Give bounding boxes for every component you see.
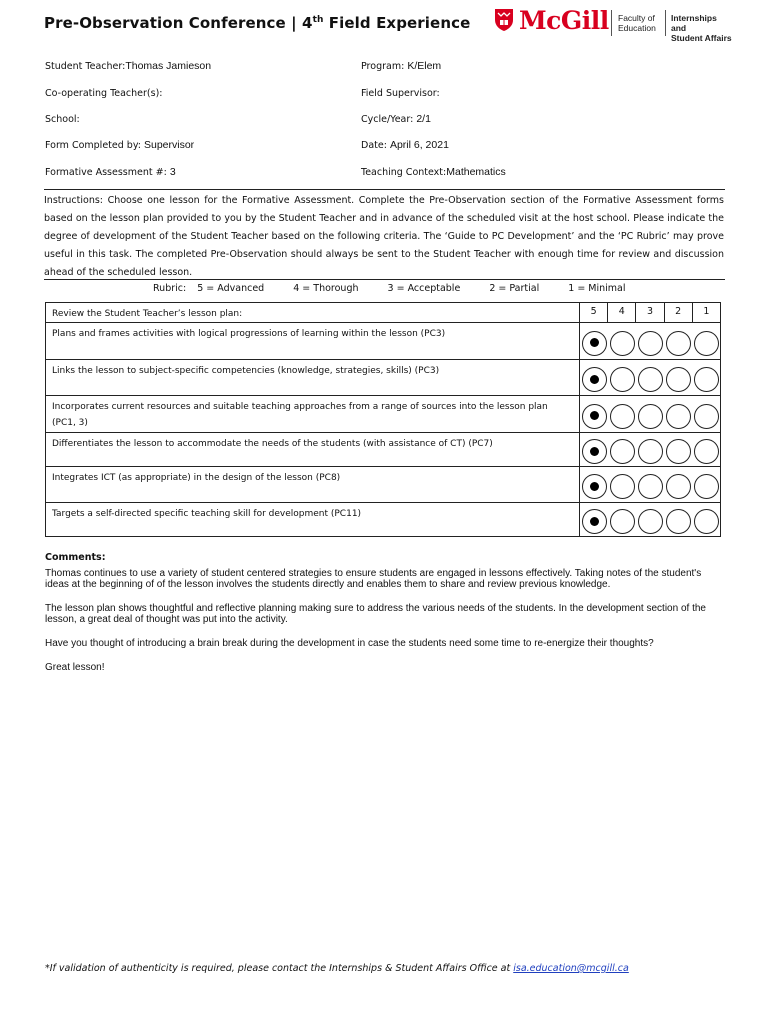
selected-dot-icon — [590, 517, 599, 526]
rating-radio-2[interactable] — [666, 404, 691, 429]
rating-options — [580, 503, 720, 536]
instructions-text: Instructions: Choose one lesson for the Formative Assessment. Complete the Pre-Observation section of the Formative Assessment forms based on the lesson plan provided to you by the Student Teacher and in advance of the scheduled visit at the host school. Please indicate the degree of development of the Student Teacher based on the following criteria. The ‘Guide to PC Development’ and the ‘PC Rubric’ may prove useful in this task. The completed Pre-Observation should always be sent to the Student Teacher with enough time for review and discussion ahead of the scheduled lesson. — [44, 195, 724, 278]
footer-note: *If validation of authenticity is required, please contact the Internships & Student Affairs Office at isa.education@mcgill.ca — [45, 963, 629, 974]
table-row — [46, 503, 721, 537]
rating-radio-3[interactable] — [638, 404, 663, 429]
rating-radio-2[interactable] — [666, 474, 691, 499]
table-row — [46, 323, 721, 360]
rating-options — [580, 323, 720, 359]
rating-radio-1[interactable] — [694, 331, 719, 356]
field-student-teacher: Student Teacher:Thomas Jamieson — [45, 60, 212, 72]
criterion-text: Links the lesson to subject-specific competencies (knowledge, strategies, skills) (PC3) — [46, 360, 580, 396]
rating-radio-1[interactable] — [694, 439, 719, 464]
rating-cell — [580, 360, 721, 396]
rating-cell — [580, 433, 721, 467]
rating-radio-1[interactable] — [694, 509, 719, 534]
logo-faculty: Faculty of Education — [618, 13, 656, 33]
criterion-text: Plans and frames activities with logical progressions of learning within the lesson (PC3) — [46, 323, 580, 360]
rubric-level: 3 = Acceptable — [387, 283, 461, 294]
rating-radio-5[interactable] — [582, 509, 607, 534]
rating-options — [580, 467, 720, 502]
criterion-text: Integrates ICT (as appropriate) in the design of the lesson (PC8) — [46, 467, 580, 503]
logo-wordmark: McGill — [519, 6, 609, 35]
rating-radio-2[interactable] — [666, 439, 691, 464]
comment-paragraph: Have you thought of introducing a brain break during the development in case the students need some time to re-energize their thoughts? — [45, 638, 654, 649]
rubric-level: 4 = Thorough — [293, 283, 359, 294]
rubric-header-row — [46, 303, 721, 323]
mcgill-logo — [494, 6, 734, 43]
rating-radio-5[interactable] — [582, 367, 607, 392]
rating-radio-5[interactable] — [582, 474, 607, 499]
rating-radio-5[interactable] — [582, 331, 607, 356]
rating-cell — [580, 396, 721, 433]
rating-radio-4[interactable] — [610, 474, 635, 499]
table-row — [46, 433, 721, 467]
field-cycle-year: Cycle/Year: 2/1 — [361, 113, 431, 125]
rating-radio-3[interactable] — [638, 367, 663, 392]
rating-radio-5[interactable] — [582, 439, 607, 464]
rating-radio-3[interactable] — [638, 474, 663, 499]
divider — [44, 189, 725, 190]
rating-radio-1[interactable] — [694, 367, 719, 392]
rating-radio-4[interactable] — [610, 331, 635, 356]
comments-label: Comments: — [45, 552, 106, 563]
rating-radio-3[interactable] — [638, 509, 663, 534]
rating-radio-5[interactable] — [582, 404, 607, 429]
field-cooperating-teacher: Co-operating Teacher(s): — [45, 88, 163, 99]
rating-radio-4[interactable] — [610, 404, 635, 429]
contact-email-link[interactable]: isa.education@mcgill.ca — [513, 963, 629, 974]
divider — [44, 279, 725, 280]
rating-radio-2[interactable] — [666, 331, 691, 356]
rubric-header: Review the Student Teacher’s lesson plan: — [46, 303, 580, 323]
rating-radio-2[interactable] — [666, 367, 691, 392]
selected-dot-icon — [590, 482, 599, 491]
criterion-text: Incorporates current resources and suitable teaching approaches from a range of sources into the lesson plan (PC1, 3) — [46, 396, 580, 433]
rating-cell — [580, 323, 721, 360]
field-program: Program: K/Elem — [361, 60, 442, 72]
logo-divider — [665, 10, 666, 36]
field-school: School: — [45, 114, 80, 125]
form-title: Pre-Observation Conference | 4th Field Experience — [44, 14, 471, 32]
rating-options — [580, 360, 720, 395]
comment-paragraph: The lesson plan shows thoughtful and reflective planning making sure to address the various needs of the students. In the development section of the lesson, a great deal of thought was put into the activity. — [45, 603, 706, 625]
criterion-text: Targets a self-directed specific teaching skill for development (PC11) — [46, 503, 580, 537]
comments-body[interactable] — [45, 568, 717, 686]
selected-dot-icon — [590, 375, 599, 384]
selected-dot-icon — [590, 338, 599, 347]
selected-dot-icon — [590, 411, 599, 420]
rubric-level: 1 = Minimal — [568, 283, 626, 294]
rating-cell — [580, 503, 721, 537]
rating-cell — [580, 467, 721, 503]
comment-paragraph: Great lesson! — [45, 662, 105, 673]
field-form-completed-by: Form Completed by: Supervisor — [45, 139, 195, 151]
table-row — [46, 467, 721, 503]
scale-header: 5 — [580, 303, 608, 323]
rating-options — [580, 396, 720, 432]
selected-dot-icon — [590, 447, 599, 456]
table-row — [46, 396, 721, 433]
rubric-legend-label: Rubric: — [153, 283, 187, 294]
rating-radio-2[interactable] — [666, 509, 691, 534]
rating-radio-4[interactable] — [610, 509, 635, 534]
rubric-table — [45, 302, 721, 537]
scale-header: 3 — [636, 303, 664, 323]
rating-radio-4[interactable] — [610, 439, 635, 464]
comment-paragraph: Thomas continues to use a variety of student centered strategies to ensure students are engaged in lessons effectively. Taking notes of the student's ideas at the beginning of of the lesson involves the students directly and enables them to share and review previous knowledge. — [45, 568, 702, 590]
rating-options — [580, 433, 720, 466]
table-row — [46, 360, 721, 396]
rating-radio-4[interactable] — [610, 367, 635, 392]
criterion-text: Differentiates the lesson to accommodate the needs of the students (with assistance of CT) (PC7) — [46, 433, 580, 467]
rating-radio-1[interactable] — [694, 404, 719, 429]
rating-radio-3[interactable] — [638, 331, 663, 356]
rubric-level: 5 = Advanced — [197, 283, 265, 294]
field-formative-assessment: Formative Assessment #: 3 — [45, 166, 176, 178]
scale-header: 1 — [692, 303, 720, 323]
rating-radio-3[interactable] — [638, 439, 663, 464]
field-date: Date: April 6, 2021 — [361, 139, 449, 151]
scale-header: 4 — [608, 303, 636, 323]
logo-divider — [611, 10, 612, 36]
logo-unit: Internships and Student Affairs — [671, 13, 732, 43]
rubric-level: 2 = Partial — [489, 283, 540, 294]
crest-icon — [494, 8, 514, 32]
scale-header: 2 — [664, 303, 692, 323]
rubric-legend — [153, 283, 652, 294]
field-supervisor: Field Supervisor: — [361, 88, 440, 99]
field-teaching-context: Teaching Context:Mathematics — [361, 166, 506, 178]
rating-radio-1[interactable] — [694, 474, 719, 499]
